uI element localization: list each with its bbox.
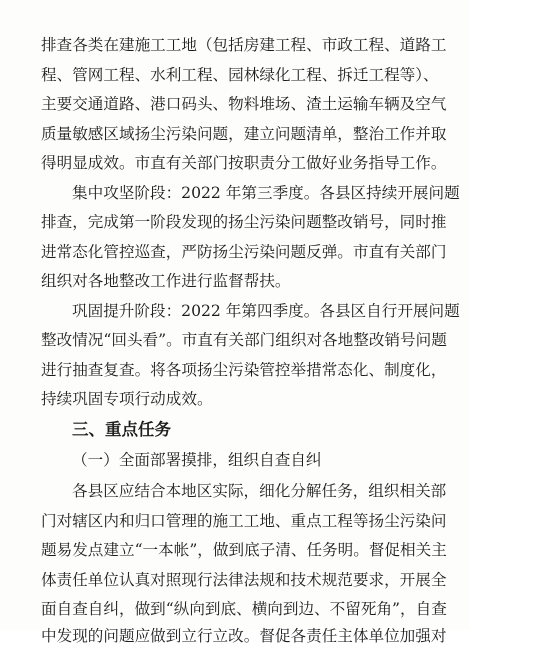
paragraph-line: 巩固提升阶段：2022 年第四季度。各县区自行开展问题 xyxy=(72,302,460,320)
paragraph-line: 程、管网工程、水利工程、园林绿化工程、拆迁工程等）、 xyxy=(41,66,439,84)
subsection-heading: （一）全面部署摸排，组织自查自纠 xyxy=(72,451,322,469)
paragraph-line: 中发现的问题应做到立行立改。督促各责任主体单位加强对 xyxy=(41,627,447,645)
paragraph-line: 持续巩固专项行动成效。 xyxy=(41,390,213,408)
paragraph-line: 整改情况“回头看”。市直有关部门组织对各地整改销号问题 xyxy=(41,331,447,349)
paragraph-line: 进常态化管控巡查，严防扬尘污染问题反弹。市直有关部门 xyxy=(41,243,447,261)
paragraph-line: 组织对各地整改工作进行监督帮扶。 xyxy=(41,272,291,290)
paragraph-line: 题易发点建立“一本帐”，做到底子清、任务明。督促相关主 xyxy=(41,541,447,559)
paragraph-line: 排查各类在建施工工地（包括房建工程、市政工程、道路工 xyxy=(41,36,447,54)
paragraph-line: 进行抽查复查。将各项扬尘污染管控举措常态化、制度化， xyxy=(41,361,447,379)
paragraph-line: 面自查自纠，做到“纵向到底、横向到边、不留死角”，自查 xyxy=(41,600,447,618)
paragraph-line: 门对辖区内和归口管理的施工工地、重点工程等扬尘污染问 xyxy=(41,512,447,530)
paragraph-line: 排查，完成第一阶段发现的扬尘污染问题整改销号，同时推 xyxy=(41,213,447,231)
section-heading: 三、重点任务 xyxy=(72,420,171,439)
paragraph-line: 体责任单位认真对照现行法律法规和技术规范要求，开展全 xyxy=(41,571,447,589)
paragraph-line: 集中攻坚阶段：2022 年第三季度。各县区持续开展问题 xyxy=(72,184,460,202)
paragraph-line: 质量敏感区域扬尘污染问题，建立问题清单，整治工作并取 xyxy=(41,125,447,143)
paragraph-line: 主要交通道路、港口码头、物料堆场、渣土运输车辆及空气 xyxy=(41,95,447,113)
paragraph-line: 得明显成效。市直有关部门按职责分工做好业务指导工作。 xyxy=(41,154,447,172)
paragraph-line: 各县区应结合本地区实际，细化分解任务，组织相关部 xyxy=(72,482,447,500)
